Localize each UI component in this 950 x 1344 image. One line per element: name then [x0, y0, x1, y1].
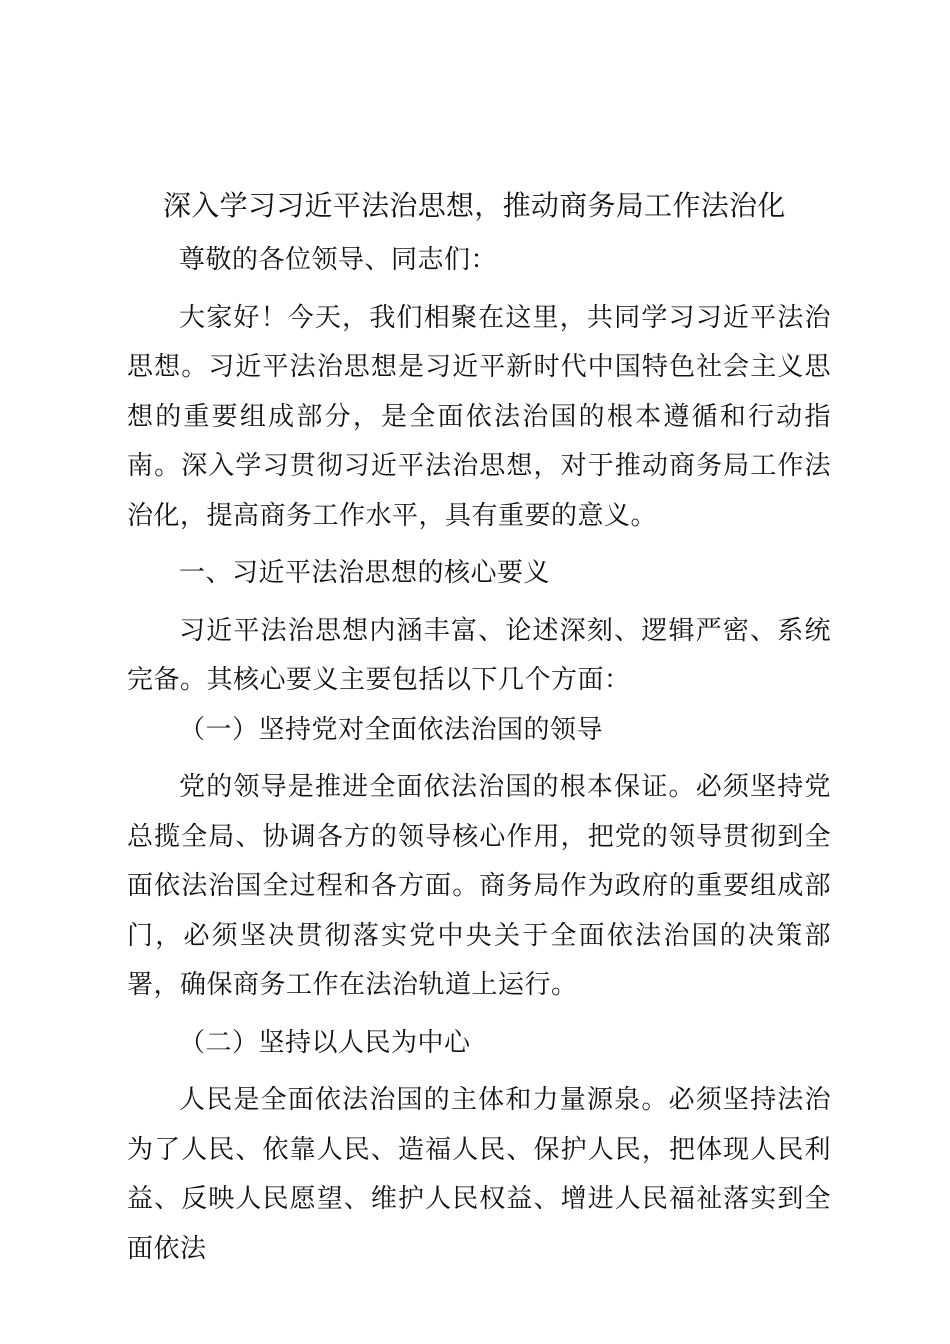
paragraph-gap [127, 1068, 831, 1076]
document-title: 深入学习习近平法治思想，推动商务局工作法治化 [163, 189, 786, 222]
paragraph-gap [127, 1011, 831, 1019]
section-1-paragraph: 习近平法治思想内涵丰富、论述深刻、逻辑严密、系统完备。其核心要义主要包括以下几个方面： [127, 615, 831, 695]
sub-heading-1: （一）坚持党对全面依法治国的领导 [179, 714, 604, 745]
paragraph-gap [127, 755, 831, 763]
document-body [127, 182, 831, 1274]
paragraph-gap [127, 599, 831, 607]
sub-1-paragraph: 党的领导是推进全面依法治国的根本保证。必须坚持党总揽全局、协调各方的领导核心作用，把党的领导贯彻到全面依法治国全过程和各方面。商务局作为政府的重要组成部门，必须坚决贯彻落实党中央关于全面依法治国的决策部署，确保商务工作在法治轨道上运行。 [127, 772, 831, 1000]
intro-paragraph: 大家好！今天，我们相聚在这里，共同学习习近平法治思想。习近平法治思想是习近平新时代中国特色社会主义思想的重要组成部分，是全面依法治国的根本遵循和行动指南。深入学习贯彻习近平法治思想，对于推动商务局工作法治化，提高商务工作水平，具有重要的意义。 [127, 302, 831, 531]
paragraph-gap [127, 541, 831, 549]
salutation: 尊敬的各位领导、同志们： [179, 245, 498, 275]
paragraph-gap [127, 286, 831, 294]
sub-heading-2: （二）坚持以人民为中心 [179, 1027, 471, 1058]
sub-2-paragraph: 人民是全面依法治国的主体和力量源泉。必须坚持法治为了人民、依靠人民、造福人民、保护人民，把体现人民利益、反映人民愿望、维护人民权益、增进人民福祉落实到全面依法 [127, 1085, 831, 1264]
section-heading-1: 一、习近平法治思想的核心要义 [179, 558, 551, 588]
